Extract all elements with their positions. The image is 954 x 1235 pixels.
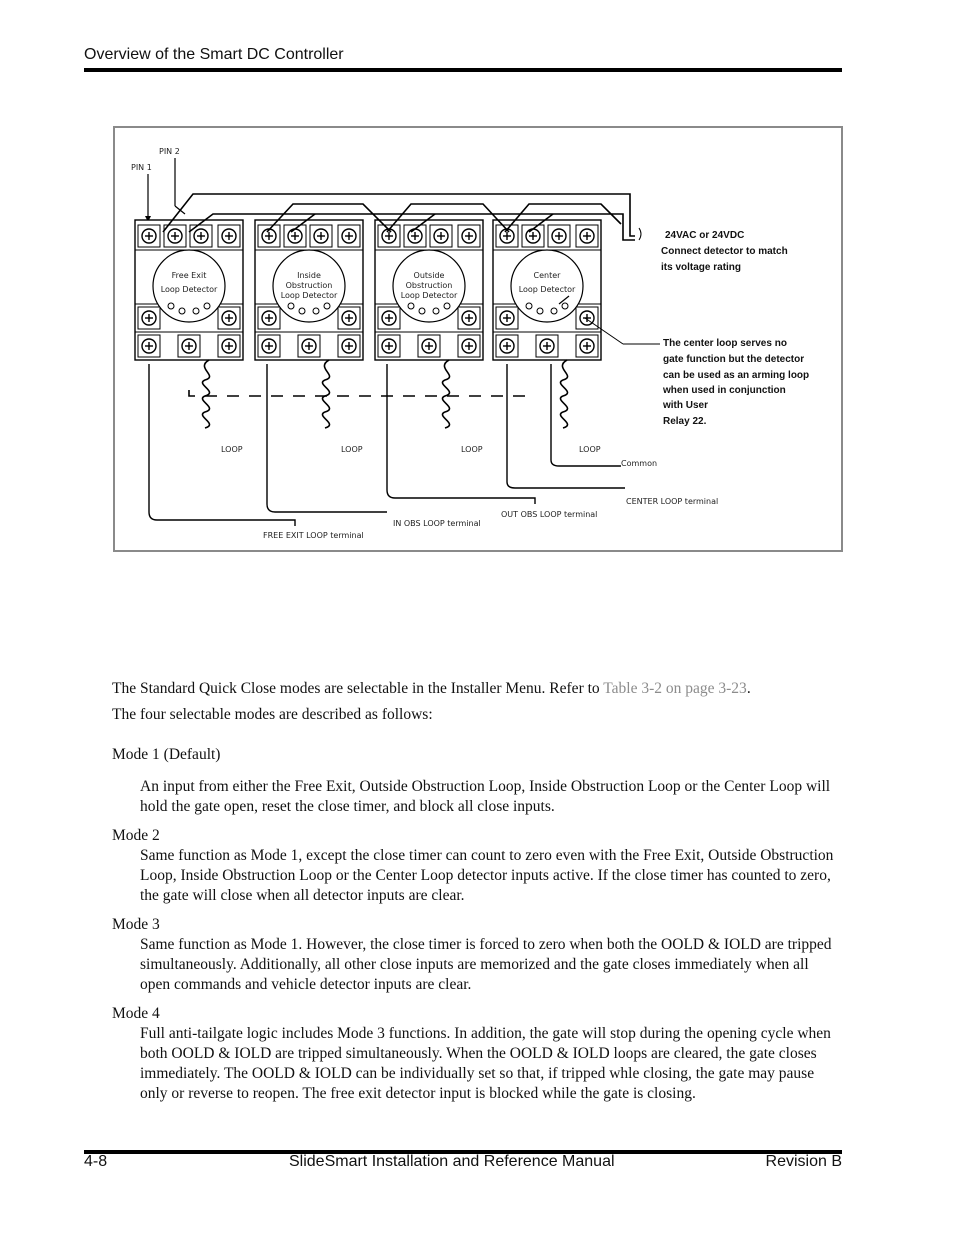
- center-note-line5: with User: [663, 400, 709, 411]
- mode-3-title: Mode 3: [112, 916, 160, 933]
- detector-name: Center: [533, 271, 561, 280]
- terminal-screw-icon: [536, 335, 558, 357]
- out-obs-terminal-wire: [387, 364, 535, 504]
- terminal-screw-icon: [310, 225, 332, 247]
- terminal-screw-icon: [418, 335, 440, 357]
- terminal-screw-icon: [458, 335, 480, 357]
- pin1-label: PIN 1: [131, 163, 152, 172]
- terminal-screw-icon: [338, 335, 360, 357]
- loop-label: LOOP: [221, 445, 243, 454]
- common-label: Common: [621, 459, 658, 468]
- terminal-screw-icon: [218, 335, 240, 357]
- footer-page-number: 4-8: [84, 1153, 108, 1170]
- loop-detector-module: [255, 220, 363, 454]
- terminal-screw-icon: [576, 307, 598, 329]
- terminal-screw-icon: [458, 307, 480, 329]
- pin2-label: PIN 2: [159, 147, 180, 156]
- terminal-screw-icon: [378, 307, 400, 329]
- intro-line-2: The four selectable modes are described as follows:: [112, 706, 433, 723]
- footer-revision: Revision B: [765, 1153, 842, 1170]
- intro-paragraph: [112, 679, 842, 699]
- header-rule: [84, 68, 842, 72]
- detector-name-2: Obstruction: [285, 281, 333, 290]
- detector-name: Inside: [297, 271, 321, 280]
- twisted-loop-wire: [560, 360, 567, 428]
- loop-label: LOOP: [341, 445, 363, 454]
- mode-1-text: An input from either the Free Exit, Outside Obstruction Loop, Inside Obstruction Loop or the Center Loop will hold the gate open, reset the close timer, and block all close inputs.: [140, 778, 831, 815]
- twisted-loop-wire: [442, 360, 449, 428]
- terminal-screw-icon: [338, 307, 360, 329]
- table-reference-link[interactable]: Table 3-2 on page 3-23: [603, 680, 747, 697]
- terminal-screw-icon: [378, 335, 400, 357]
- terminal-screw-icon: [378, 225, 400, 247]
- free-exit-terminal-label: FREE EXIT LOOP terminal: [263, 531, 364, 540]
- terminal-screw-icon: [458, 225, 480, 247]
- in-obs-terminal-wire: [267, 364, 387, 512]
- center-note-line1: The center loop serves no: [663, 338, 787, 349]
- twisted-loop-wire: [202, 360, 209, 428]
- terminal-screw-icon: [258, 335, 280, 357]
- detector-type: Loop Detector: [518, 285, 576, 294]
- out-obs-terminal-label: OUT OBS LOOP terminal: [501, 510, 598, 519]
- detector-name: Free Exit: [171, 271, 207, 280]
- in-obs-terminal-label: IN OBS LOOP terminal: [393, 519, 481, 528]
- center-note-line6: Relay 22.: [663, 416, 707, 427]
- terminal-screw-icon: [138, 307, 160, 329]
- loop-label: LOOP: [461, 445, 483, 454]
- detector-type: Loop Detector: [400, 291, 458, 300]
- terminal-screw-icon: [496, 225, 518, 247]
- mode-2-title: Mode 2: [112, 827, 160, 844]
- detector-name-2: Obstruction: [405, 281, 453, 290]
- terminal-screw-icon: [430, 225, 452, 247]
- center-terminal-label: CENTER LOOP terminal: [626, 497, 719, 506]
- terminal-screw-icon: [258, 307, 280, 329]
- terminal-screw-icon: [338, 225, 360, 247]
- terminal-screw-icon: [298, 335, 320, 357]
- mode-1-title: Mode 1 (Default): [112, 746, 221, 763]
- terminal-screw-icon: [178, 335, 200, 357]
- common-dashed-line: [189, 390, 535, 396]
- power-note-line1: 24VAC or 24VDC: [665, 230, 745, 241]
- detector-type: Loop Detector: [280, 291, 338, 300]
- mode-3-text: Same function as Mode 1. However, the close timer is forced to zero when both the OOLD & IOLD are tripped simultaneously. Additionally, all other close inputs are memorized and the gate closes immediately when all open commands and vehicle detector inputs are clear.: [140, 936, 832, 993]
- detector-type: Loop Detector: [160, 285, 218, 294]
- footer-manual-title: SlideSmart Installation and Reference Manual: [289, 1153, 615, 1170]
- terminal-screw-icon: [218, 307, 240, 329]
- terminal-screw-icon: [576, 225, 598, 247]
- power-note-line2: Connect detector to match: [661, 246, 788, 257]
- center-note-line2: gate function but the detector: [663, 354, 805, 365]
- body-text: [112, 679, 842, 1104]
- detector-name: Outside: [413, 271, 445, 280]
- wiring-diagram: [115, 128, 841, 550]
- terminal-screw-icon: [548, 225, 570, 247]
- terminal-screw-icon: [258, 225, 280, 247]
- loop-detector-module: [493, 220, 601, 454]
- loop-detector-module: [375, 220, 483, 454]
- terminal-screw-icon: [218, 225, 240, 247]
- intro-period: .: [746, 680, 751, 697]
- terminal-screw-icon: [496, 335, 518, 357]
- loop-detector-module: [135, 220, 243, 454]
- mode-2-text: Same function as Mode 1, except the close timer can count to zero even with the Free Exit, Outside Obstruction Loop, Inside Obstruction Loop or the Center Loop detector inputs active. If the close timer has counted to zero, the gate will close when all detector inputs are clear.: [140, 847, 834, 904]
- center-note-line4: when used in conjunction: [663, 385, 786, 396]
- terminal-screw-icon: [496, 307, 518, 329]
- loop-label: LOOP: [579, 445, 601, 454]
- twisted-loop-wire: [322, 360, 329, 428]
- terminal-screw-icon: [164, 225, 186, 247]
- terminal-screw-icon: [138, 225, 160, 247]
- page-header-title: Overview of the Smart DC Controller: [84, 46, 344, 63]
- terminal-screw-icon: [576, 335, 598, 357]
- power-brace: [639, 228, 641, 240]
- wiring-figure: [113, 126, 843, 552]
- mode-4-text: Full anti-tailgate logic includes Mode 3 functions. In addition, the gate will stop during the opening cycle when both OOLD & IOLD are tripped simultaneously. When the OOLD & IOLD loops are cleared, the gate closes immediately. The OOLD & IOLD can be individually set so that, if tripped whle closing, the gate may pause only or reverse to reopen. The free exit detector input is blocked while the gate is closing.: [140, 1025, 831, 1102]
- power-note-line3: its voltage rating: [661, 262, 742, 273]
- intro-text: The Standard Quick Close modes are selectable in the Installer Menu. Refer to: [112, 680, 604, 697]
- center-note-line3: can be used as an arming loop: [663, 370, 810, 381]
- mode-4-title: Mode 4: [112, 1005, 160, 1022]
- terminal-screw-icon: [138, 335, 160, 357]
